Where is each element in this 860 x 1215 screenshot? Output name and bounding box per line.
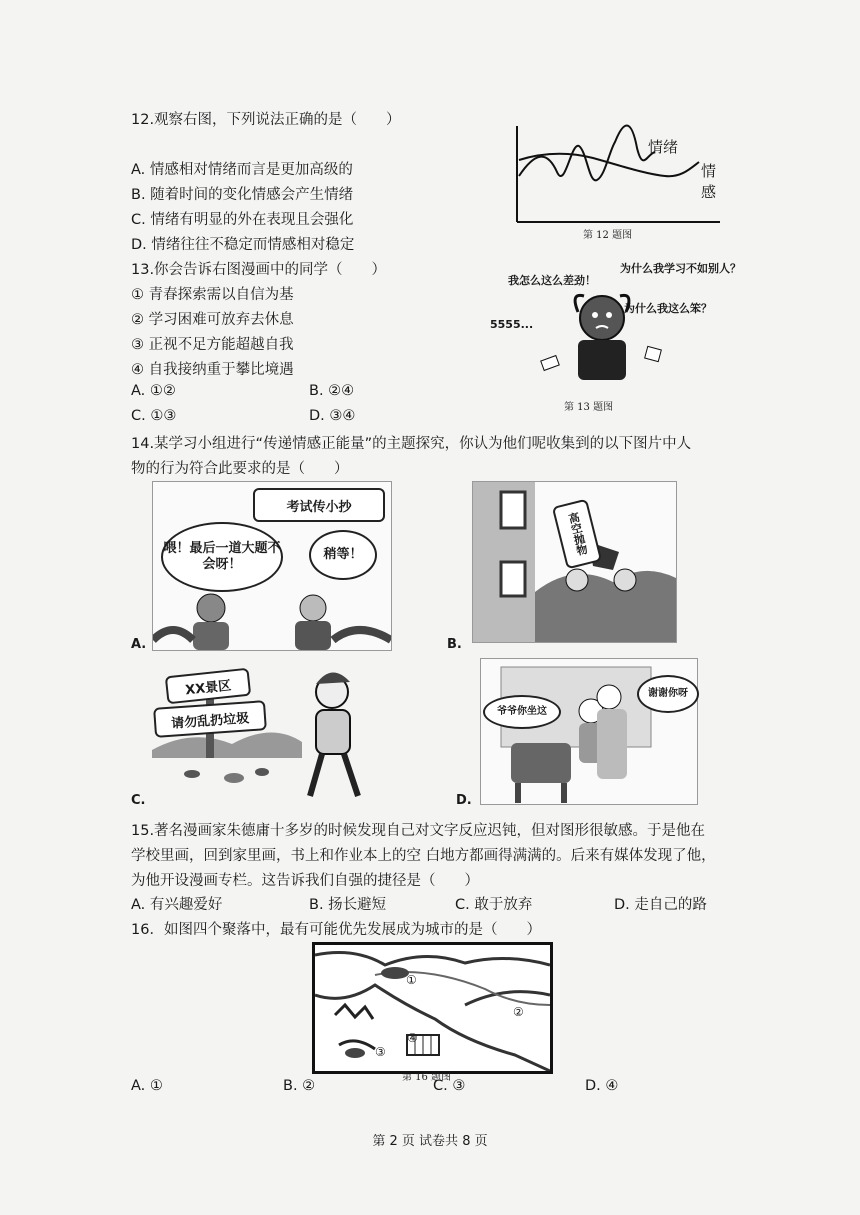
q16-caption: 第 16 题图: [402, 1072, 452, 1083]
pic-b-sign: 高空抛物: [552, 499, 602, 570]
marker-1: ①: [406, 973, 417, 987]
q16-option-d: D. ④: [585, 1078, 619, 1094]
pic-c-sign-1: XX景区: [165, 668, 251, 705]
q15-option-c: C. 敢于放弃: [455, 897, 533, 913]
marker-2: ②: [513, 1005, 524, 1019]
q14-stem-line2: 物的行为符合此要求的是（ ）: [131, 461, 349, 477]
pic-c-label: C.: [131, 793, 146, 808]
q13-item-4: ④ 自我接纳重于攀比境遇: [131, 362, 294, 378]
page-footer: 第 2 页 试卷共 8 页: [372, 1134, 488, 1149]
pic-a-label: A.: [131, 637, 147, 652]
pic-a-cheating-cartoon: [152, 481, 392, 651]
q15-option-a: A. 有兴趣爱好: [131, 897, 223, 913]
pic-a-bubble-1: 喂！最后一道大题不会呀！: [161, 522, 283, 592]
q13-option-b: B. ②④: [309, 383, 355, 399]
q16-option-c: C. ③: [433, 1078, 466, 1094]
q12-option-c: C. 情绪有明显的外在表现且会强化: [131, 212, 354, 228]
q12-caption: 第 12 题图: [583, 230, 633, 241]
q15-option-b: B. 扬长避短: [309, 897, 387, 913]
q13-text-4: 5555...: [490, 318, 534, 331]
q12-figure: [505, 122, 730, 240]
q13-text-2: 为什么我学习不如别人？: [620, 262, 741, 275]
q15-line1: 15.著名漫画家朱德庸十多岁的时候发现自己对文字反应迟钝，但对图形很敏感。于是他在: [131, 823, 706, 839]
pic-c-littering-cartoon: [152, 658, 390, 808]
pic-d-label: D.: [456, 793, 472, 808]
q13-option-c: C. ①③: [131, 408, 177, 424]
label-emotion: 情绪: [648, 138, 679, 156]
q13-caption: 第 13 题图: [564, 402, 614, 413]
q13-option-d: D. ③④: [309, 408, 356, 424]
q15-option-d: D. 走自己的路: [614, 897, 707, 913]
q13-figure: [488, 256, 758, 416]
pic-b-throwing-cartoon: [472, 481, 677, 643]
q12-option-b: B. 随着时间的变化情感会产生情绪: [131, 187, 354, 203]
q12-option-a: A. 情感相对情绪而言是更加高级的: [131, 162, 353, 178]
pic-d-offer-seat-cartoon: [480, 658, 698, 805]
q15-line2: 学校里画，回到家里画，书上和作业本上的空 白地方都画得满满的。后来有媒体发现了他，: [131, 848, 716, 864]
pic-d-bubble-1: 爷爷你坐这: [483, 695, 561, 729]
q14-stem-line1: 14.某学习小组进行“传递情感正能量”的主题探究，你认为他们呢收集到的以下图片中人: [131, 436, 692, 452]
q16-map: [312, 942, 553, 1074]
marker-3: ③: [375, 1045, 386, 1059]
pic-b-label: B.: [447, 637, 462, 652]
worried-student-icon: [534, 278, 674, 388]
q15-line3: 为他开设漫画专栏。这告诉我们自强的捷径是（ ）: [131, 873, 479, 889]
label-feeling: 情感: [701, 162, 717, 201]
q13-option-a: A. ①②: [131, 383, 176, 399]
q13-stem: 13.你会告诉右图漫画中的同学（ ）: [131, 262, 387, 278]
students-icon: [153, 590, 391, 650]
pic-d-bubble-2: 谢谢你呀: [637, 675, 699, 713]
q13-item-3: ③ 正视不足方能超越自我: [131, 337, 294, 353]
emotion-feeling-curve: [505, 122, 730, 230]
q13-text-3: 为什么我这么笨？: [624, 302, 712, 315]
marker-4: ④: [407, 1031, 418, 1045]
q13-item-2: ② 学习困难可放弃去休息: [131, 312, 294, 328]
pic-a-bubble-2: 稍等！: [309, 530, 377, 580]
q16-option-a: A. ①: [131, 1078, 163, 1094]
q12-stem: 12.观察右图，下列说法正确的是（ ）: [131, 112, 401, 128]
pic-c-sign-2: 请勿乱扔垃圾: [153, 700, 267, 738]
pic-a-title: 考试传小抄: [253, 488, 385, 522]
q16-stem: 16．如图四个聚落中，最有可能优先发展成为城市的是（ ）: [131, 922, 541, 938]
q13-item-1: ① 青春探索需以自信为基: [131, 287, 294, 303]
q16-option-b: B. ②: [283, 1078, 316, 1094]
q13-text-1: 我怎么这么差劲！: [508, 274, 596, 287]
q12-option-d: D. 情绪往往不稳定而情感相对稳定: [131, 237, 355, 253]
